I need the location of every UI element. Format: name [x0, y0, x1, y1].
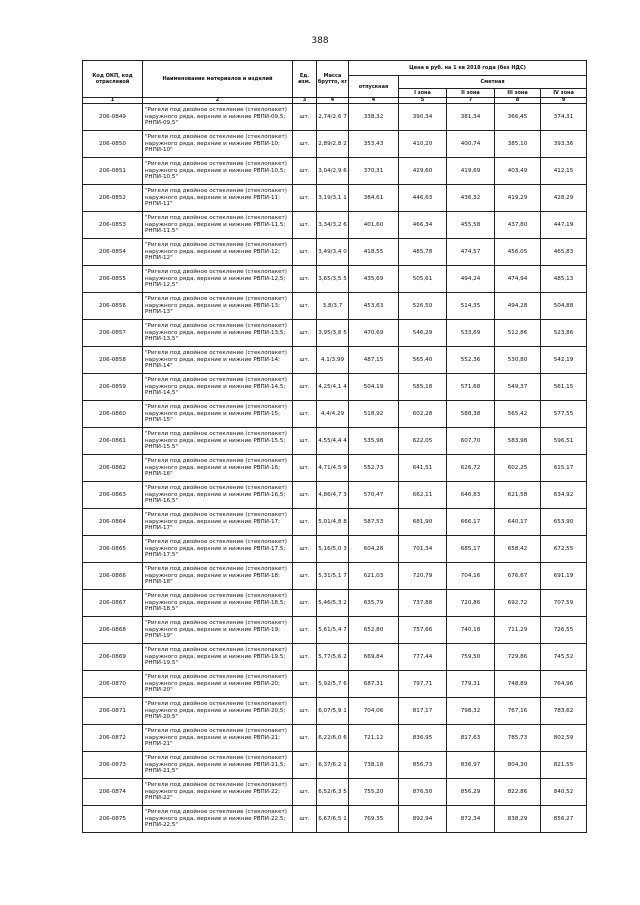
table-row	[83, 590, 587, 617]
row-code: 206-0870	[83, 671, 143, 698]
row-mass: 3,49/3,4 0	[317, 239, 349, 266]
row-mass: 3,65/3,5 5	[317, 266, 349, 293]
row-zone-3-price: 621,58	[495, 482, 541, 509]
row-release-price: 552,73	[349, 455, 399, 482]
row-zone-4-price: 707,59	[541, 590, 587, 617]
row-zone-3-price: 804,30	[495, 752, 541, 779]
row-zone-4-price: 577,55	[541, 401, 587, 428]
row-code: 206-0849	[83, 104, 143, 131]
table-row	[83, 104, 587, 131]
row-zone-2-price: 607,70	[447, 428, 495, 455]
row-zone-4-price: 615,17	[541, 455, 587, 482]
row-zone-2-price: 759,50	[447, 644, 495, 671]
row-zone-1-price: 777,44	[399, 644, 447, 671]
row-zone-4-price: 447,19	[541, 212, 587, 239]
row-zone-4-price: 821,55	[541, 752, 587, 779]
row-mass: 6,67/6,5 1	[317, 806, 349, 833]
row-zone-1-price: 641,51	[399, 455, 447, 482]
row-zone-2-price: 666,17	[447, 509, 495, 536]
header-code: Код ОКП, код отраслевой	[83, 61, 143, 98]
row-unit: шт.	[293, 536, 317, 563]
row-zone-4-price: 856,27	[541, 806, 587, 833]
row-zone-2-price: 872,34	[447, 806, 495, 833]
row-zone-3-price: 419,29	[495, 185, 541, 212]
row-release-price: 418,55	[349, 239, 399, 266]
row-zone-1-price: 505,61	[399, 266, 447, 293]
row-zone-4-price: 691,19	[541, 563, 587, 590]
table-header	[83, 61, 587, 104]
row-code: 206-0853	[83, 212, 143, 239]
row-zone-4-price: 428,29	[541, 185, 587, 212]
table-row	[83, 725, 587, 752]
row-zone-2-price: 720,86	[447, 590, 495, 617]
row-zone-1-price: 681,90	[399, 509, 447, 536]
row-mass: 6,37/6,2 1	[317, 752, 349, 779]
row-name: "Ригели под двойное остекление (стеклопакет) наружного ряда, верхние и нижние РВПИ-09,5; РНПИ-09,5"	[143, 104, 293, 131]
row-mass: 4,55/4,4 4	[317, 428, 349, 455]
row-code: 206-0859	[83, 374, 143, 401]
row-release-price: 338,32	[349, 104, 399, 131]
row-zone-4-price: 802,59	[541, 725, 587, 752]
table-row	[83, 509, 587, 536]
row-zone-1-price: 446,63	[399, 185, 447, 212]
table-row	[83, 455, 587, 482]
row-zone-4-price: 726,55	[541, 617, 587, 644]
row-unit: шт.	[293, 482, 317, 509]
row-zone-4-price: 485,13	[541, 266, 587, 293]
row-zone-2-price: 494,24	[447, 266, 495, 293]
row-zone-4-price: 504,88	[541, 293, 587, 320]
row-code: 206-0868	[83, 617, 143, 644]
row-zone-4-price: 465,83	[541, 239, 587, 266]
row-release-price: 487,15	[349, 347, 399, 374]
row-name: "Ригели под двойное остекление (стеклопакет) наружного ряда, верхние и нижние РВПИ-22; РНПИ-22"	[143, 779, 293, 806]
row-zone-1-price: 466,34	[399, 212, 447, 239]
table-row	[83, 185, 587, 212]
row-mass: 4,25/4,1 4	[317, 374, 349, 401]
row-zone-3-price: 676,67	[495, 563, 541, 590]
row-zone-4-price: 672,55	[541, 536, 587, 563]
row-name: "Ригели под двойное остекление (стеклопакет) наружного ряда, верхние и нижние РВПИ-20,5; РНПИ-20,5"	[143, 698, 293, 725]
row-zone-3-price: 602,25	[495, 455, 541, 482]
row-name: "Ригели под двойное остекление (стеклопакет) наружного ряда, верхние и нижние РВПИ-12; РНПИ-12"	[143, 239, 293, 266]
column-number: 9	[541, 98, 587, 104]
row-zone-4-price: 523,86	[541, 320, 587, 347]
row-name: "Ригели под двойное остекление (стеклопакет) наружного ряда, верхние и нижние РВПИ-21,5; РНПИ-21,5"	[143, 752, 293, 779]
row-mass: 5,77/5,6 2	[317, 644, 349, 671]
row-unit: шт.	[293, 428, 317, 455]
row-mass: 5,92/5,7 6	[317, 671, 349, 698]
row-mass: 5,46/5,3 2	[317, 590, 349, 617]
row-zone-1-price: 622,05	[399, 428, 447, 455]
row-zone-1-price: 757,66	[399, 617, 447, 644]
table-row	[83, 779, 587, 806]
row-code: 206-0854	[83, 239, 143, 266]
row-unit: шт.	[293, 158, 317, 185]
row-zone-3-price: 748,89	[495, 671, 541, 698]
row-name: "Ригели под двойное остекление (стеклопакет) наружного ряда, верхние и нижние РВПИ-19,5; РНПИ-19,5"	[143, 644, 293, 671]
row-unit: шт.	[293, 563, 317, 590]
row-zone-3-price: 822,86	[495, 779, 541, 806]
row-mass: 5,16/5,0 3	[317, 536, 349, 563]
row-zone-4-price: 412,15	[541, 158, 587, 185]
column-number: 3	[293, 98, 317, 104]
row-zone-2-price: 588,38	[447, 401, 495, 428]
row-name: "Ригели под двойное остекление (стеклопакет) наружного ряда, верхние и нижние РВПИ-15,5; РНПИ-15,5"	[143, 428, 293, 455]
header-mass: Масса брутто, кг	[317, 61, 349, 98]
row-mass: 5,01/4,8 8	[317, 509, 349, 536]
table-row	[83, 617, 587, 644]
table-body	[83, 104, 587, 833]
row-unit: шт.	[293, 590, 317, 617]
row-name: "Ригели под двойное остекление (стеклопакет) наружного ряда, верхние и нижние РВПИ-19; РНПИ-19"	[143, 617, 293, 644]
row-zone-1-price: 546,29	[399, 320, 447, 347]
row-mass: 5,31/5,1 7	[317, 563, 349, 590]
row-name: "Ригели под двойное остекление (стеклопакет) наружного ряда, верхние и нижние РВПИ-22,5; РНПИ-22,5"	[143, 806, 293, 833]
header-unit: Ед. изм.	[293, 61, 317, 98]
row-name: "Ригели под двойное остекление (стеклопакет) наружного ряда, верхние и нижние РВПИ-18; РНПИ-18"	[143, 563, 293, 590]
row-release-price: 401,60	[349, 212, 399, 239]
row-zone-3-price: 512,86	[495, 320, 541, 347]
row-release-price: 518,92	[349, 401, 399, 428]
row-zone-2-price: 779,31	[447, 671, 495, 698]
column-number: 7	[447, 98, 495, 104]
row-release-price: 621,03	[349, 563, 399, 590]
row-zone-1-price: 390,34	[399, 104, 447, 131]
header-zone-3: III зона	[495, 89, 541, 98]
table-row	[83, 293, 587, 320]
row-zone-4-price: 764,96	[541, 671, 587, 698]
row-release-price: 769,35	[349, 806, 399, 833]
table-row	[83, 239, 587, 266]
row-unit: шт.	[293, 617, 317, 644]
row-mass: 3,95/3,8 5	[317, 320, 349, 347]
row-code: 206-0874	[83, 779, 143, 806]
header-zone-4: IV зона	[541, 89, 587, 98]
row-zone-4-price: 840,52	[541, 779, 587, 806]
row-release-price: 652,80	[349, 617, 399, 644]
row-release-price: 370,31	[349, 158, 399, 185]
row-zone-1-price: 662,11	[399, 482, 447, 509]
row-zone-2-price: 836,97	[447, 752, 495, 779]
row-zone-1-price: 585,18	[399, 374, 447, 401]
row-zone-3-price: 530,80	[495, 347, 541, 374]
row-release-price: 570,47	[349, 482, 399, 509]
row-zone-2-price: 533,69	[447, 320, 495, 347]
row-zone-2-price: 704,16	[447, 563, 495, 590]
row-mass: 4,86/4,7 3	[317, 482, 349, 509]
row-zone-4-price: 653,90	[541, 509, 587, 536]
row-zone-1-price: 429,60	[399, 158, 447, 185]
row-zone-3-price: 583,98	[495, 428, 541, 455]
row-code: 206-0867	[83, 590, 143, 617]
row-mass: 6,52/6,3 5	[317, 779, 349, 806]
row-zone-3-price: 366,45	[495, 104, 541, 131]
row-zone-4-price: 542,19	[541, 347, 587, 374]
row-name: "Ригели под двойное остекление (стеклопакет) наружного ряда, верхние и нижние РВПИ-16; РНПИ-16"	[143, 455, 293, 482]
row-zone-2-price: 798,32	[447, 698, 495, 725]
row-zone-3-price: 565,42	[495, 401, 541, 428]
price-table	[82, 60, 587, 833]
row-unit: шт.	[293, 131, 317, 158]
row-zone-3-price: 549,37	[495, 374, 541, 401]
row-zone-2-price: 740,18	[447, 617, 495, 644]
row-zone-4-price: 634,92	[541, 482, 587, 509]
row-zone-2-price: 419,69	[447, 158, 495, 185]
row-unit: шт.	[293, 698, 317, 725]
row-code: 206-0873	[83, 752, 143, 779]
row-release-price: 353,43	[349, 131, 399, 158]
row-code: 206-0869	[83, 644, 143, 671]
row-release-price: 435,69	[349, 266, 399, 293]
table-row	[83, 158, 587, 185]
table-row	[83, 806, 587, 833]
row-mass: 4,71/4,5 9	[317, 455, 349, 482]
row-unit: шт.	[293, 266, 317, 293]
table-row	[83, 428, 587, 455]
row-code: 206-0855	[83, 266, 143, 293]
row-code: 206-0861	[83, 428, 143, 455]
row-unit: шт.	[293, 725, 317, 752]
row-release-price: 669,84	[349, 644, 399, 671]
header-zone-1: I зона	[399, 89, 447, 98]
row-name: "Ригели под двойное остекление (стеклопакет) наружного ряда, верхние и нижние РВПИ-18,5; РНПИ-18,5"	[143, 590, 293, 617]
row-zone-2-price: 856,29	[447, 779, 495, 806]
table-row	[83, 536, 587, 563]
row-release-price: 635,79	[349, 590, 399, 617]
row-mass: 4,4/4,29	[317, 401, 349, 428]
row-zone-3-price: 767,16	[495, 698, 541, 725]
row-unit: шт.	[293, 212, 317, 239]
row-zone-1-price: 602,28	[399, 401, 447, 428]
row-unit: шт.	[293, 752, 317, 779]
row-zone-1-price: 701,34	[399, 536, 447, 563]
row-unit: шт.	[293, 293, 317, 320]
row-name: "Ригели под двойное остекление (стеклопакет) наружного ряда, верхние и нижние РВПИ-11; РНПИ-11"	[143, 185, 293, 212]
row-mass: 6,22/6,0 6	[317, 725, 349, 752]
row-zone-3-price: 385,10	[495, 131, 541, 158]
row-mass: 3,8/3,7	[317, 293, 349, 320]
row-zone-4-price: 783,62	[541, 698, 587, 725]
table-row	[83, 266, 587, 293]
row-name: "Ригели под двойное остекление (стеклопакет) наружного ряда, верхние и нижние РВПИ-20; РНПИ-20"	[143, 671, 293, 698]
row-zone-1-price: 836,95	[399, 725, 447, 752]
row-zone-4-price: 374,31	[541, 104, 587, 131]
row-code: 206-0864	[83, 509, 143, 536]
row-unit: шт.	[293, 320, 317, 347]
row-zone-2-price: 514,35	[447, 293, 495, 320]
column-number: 4	[317, 98, 349, 104]
row-mass: 4,1/3,99	[317, 347, 349, 374]
row-zone-2-price: 455,58	[447, 212, 495, 239]
row-zone-2-price: 817,63	[447, 725, 495, 752]
row-name: "Ригели под двойное остекление (стеклопакет) наружного ряда, верхние и нижние РВПИ-13,5; РНПИ-13,5"	[143, 320, 293, 347]
page-number: 388	[311, 36, 329, 46]
row-name: "Ригели под двойное остекление (стеклопакет) наружного ряда, верхние и нижние РВПИ-17,5; РНПИ-17,5"	[143, 536, 293, 563]
row-release-price: 384,61	[349, 185, 399, 212]
row-name: "Ригели под двойное остекление (стеклопакет) наружного ряда, верхние и нижние РВПИ-12,5; РНПИ-12,5"	[143, 266, 293, 293]
row-code: 206-0862	[83, 455, 143, 482]
column-number: 1	[83, 98, 143, 104]
table-row	[83, 347, 587, 374]
table-row	[83, 644, 587, 671]
row-zone-4-price: 745,52	[541, 644, 587, 671]
row-zone-4-price: 393,36	[541, 131, 587, 158]
row-mass: 3,19/3,1 1	[317, 185, 349, 212]
row-zone-2-price: 474,57	[447, 239, 495, 266]
row-unit: шт.	[293, 185, 317, 212]
row-zone-1-price: 737,88	[399, 590, 447, 617]
table-row	[83, 320, 587, 347]
row-code: 206-0866	[83, 563, 143, 590]
header-price-group: Цена в руб. на 1 кв 2018 года (без НДС)	[349, 61, 587, 76]
row-zone-1-price: 876,50	[399, 779, 447, 806]
row-zone-1-price: 797,71	[399, 671, 447, 698]
row-name: "Ригели под двойное остекление (стеклопакет) наружного ряда, верхние и нижние РВПИ-15; РНПИ-15"	[143, 401, 293, 428]
row-code: 206-0875	[83, 806, 143, 833]
row-code: 206-0850	[83, 131, 143, 158]
row-name: "Ригели под двойное остекление (стеклопакет) наружного ряда, верхние и нижние РВПИ-14,5; РНПИ-14,5"	[143, 374, 293, 401]
row-name: "Ригели под двойное остекление (стеклопакет) наружного ряда, верхние и нижние РВПИ-10; РНПИ-10"	[143, 131, 293, 158]
row-zone-2-price: 626,72	[447, 455, 495, 482]
row-release-price: 687,31	[349, 671, 399, 698]
row-zone-4-price: 596,51	[541, 428, 587, 455]
row-name: "Ригели под двойное остекление (стеклопакет) наружного ряда, верхние и нижние РВПИ-14; РНПИ-14"	[143, 347, 293, 374]
row-unit: шт.	[293, 779, 317, 806]
row-zone-1-price: 720,79	[399, 563, 447, 590]
row-zone-3-price: 785,73	[495, 725, 541, 752]
row-unit: шт.	[293, 104, 317, 131]
row-release-price: 504,19	[349, 374, 399, 401]
column-number: 5	[399, 98, 447, 104]
table-row	[83, 374, 587, 401]
row-name: "Ригели под двойное остекление (стеклопакет) наружного ряда, верхние и нижние РВПИ-16,5; РНПИ-16,5"	[143, 482, 293, 509]
table-row	[83, 698, 587, 725]
row-zone-3-price: 456,05	[495, 239, 541, 266]
row-unit: шт.	[293, 509, 317, 536]
row-mass: 6,07/5,9 1	[317, 698, 349, 725]
row-zone-2-price: 400,74	[447, 131, 495, 158]
row-name: "Ригели под двойное остекление (стеклопакет) наружного ряда, верхние и нижние РВПИ-21; РНПИ-21"	[143, 725, 293, 752]
row-release-price: 470,69	[349, 320, 399, 347]
row-unit: шт.	[293, 671, 317, 698]
row-name: "Ригели под двойное остекление (стеклопакет) наружного ряда, верхние и нижние РВПИ-11,5; РНПИ-11,5"	[143, 212, 293, 239]
row-zone-3-price: 403,49	[495, 158, 541, 185]
row-code: 206-0860	[83, 401, 143, 428]
row-zone-1-price: 817,17	[399, 698, 447, 725]
row-zone-2-price: 571,68	[447, 374, 495, 401]
row-code: 206-0865	[83, 536, 143, 563]
row-release-price: 535,98	[349, 428, 399, 455]
row-zone-2-price: 436,32	[447, 185, 495, 212]
row-zone-3-price: 437,80	[495, 212, 541, 239]
row-zone-1-price: 485,78	[399, 239, 447, 266]
row-unit: шт.	[293, 806, 317, 833]
row-zone-1-price: 410,20	[399, 131, 447, 158]
row-zone-1-price: 892,94	[399, 806, 447, 833]
row-mass: 2,89/2,8 2	[317, 131, 349, 158]
row-zone-1-price: 526,50	[399, 293, 447, 320]
row-unit: шт.	[293, 644, 317, 671]
row-mass: 3,34/3,2 6	[317, 212, 349, 239]
row-code: 206-0856	[83, 293, 143, 320]
row-zone-2-price: 646,83	[447, 482, 495, 509]
row-zone-3-price: 474,94	[495, 266, 541, 293]
row-zone-2-price: 381,34	[447, 104, 495, 131]
row-release-price: 755,20	[349, 779, 399, 806]
header-release: отпускная	[349, 76, 399, 98]
row-code: 206-0851	[83, 158, 143, 185]
column-number: 4	[349, 98, 399, 104]
header-zone-2: II зона	[447, 89, 495, 98]
row-name: "Ригели под двойное остекление (стеклопакет) наружного ряда, верхние и нижние РВПИ-17; РНПИ-17"	[143, 509, 293, 536]
row-zone-3-price: 711,29	[495, 617, 541, 644]
row-mass: 2,74/2,6 7	[317, 104, 349, 131]
row-unit: шт.	[293, 347, 317, 374]
row-code: 206-0871	[83, 698, 143, 725]
row-zone-3-price: 658,42	[495, 536, 541, 563]
row-unit: шт.	[293, 374, 317, 401]
table-row	[83, 131, 587, 158]
table-row	[83, 671, 587, 698]
row-release-price: 604,28	[349, 536, 399, 563]
row-zone-3-price: 729,86	[495, 644, 541, 671]
row-zone-4-price: 561,15	[541, 374, 587, 401]
row-name: "Ригели под двойное остекление (стеклопакет) наружного ряда, верхние и нижние РВПИ-10,5; РНПИ-10,5"	[143, 158, 293, 185]
row-release-price: 453,63	[349, 293, 399, 320]
row-mass: 5,61/5,4 7	[317, 617, 349, 644]
row-code: 206-0857	[83, 320, 143, 347]
row-code: 206-0872	[83, 725, 143, 752]
row-unit: шт.	[293, 455, 317, 482]
row-code: 206-0852	[83, 185, 143, 212]
row-code: 206-0858	[83, 347, 143, 374]
row-zone-3-price: 494,28	[495, 293, 541, 320]
row-zone-2-price: 552,36	[447, 347, 495, 374]
row-zone-2-price: 685,17	[447, 536, 495, 563]
row-zone-3-price: 838,29	[495, 806, 541, 833]
row-release-price: 738,18	[349, 752, 399, 779]
row-code: 206-0863	[83, 482, 143, 509]
row-release-price: 704,06	[349, 698, 399, 725]
table-row	[83, 212, 587, 239]
row-zone-1-price: 856,73	[399, 752, 447, 779]
table-row	[83, 752, 587, 779]
row-zone-1-price: 565,40	[399, 347, 447, 374]
table-row	[83, 401, 587, 428]
table-row	[83, 563, 587, 590]
row-zone-3-price: 640,17	[495, 509, 541, 536]
row-release-price: 587,53	[349, 509, 399, 536]
row-unit: шт.	[293, 401, 317, 428]
column-number: 2	[143, 98, 293, 104]
header-estimate: Сметная	[399, 76, 587, 89]
header-name: Наименование материалов и изделий	[143, 61, 293, 98]
row-mass: 3,04/2,9 6	[317, 158, 349, 185]
column-number: 8	[495, 98, 541, 104]
table-row	[83, 482, 587, 509]
row-name: "Ригели под двойное остекление (стеклопакет) наружного ряда, верхние и нижние РВПИ-13; РНПИ-13"	[143, 293, 293, 320]
row-unit: шт.	[293, 239, 317, 266]
row-zone-3-price: 692,72	[495, 590, 541, 617]
row-release-price: 721,12	[349, 725, 399, 752]
